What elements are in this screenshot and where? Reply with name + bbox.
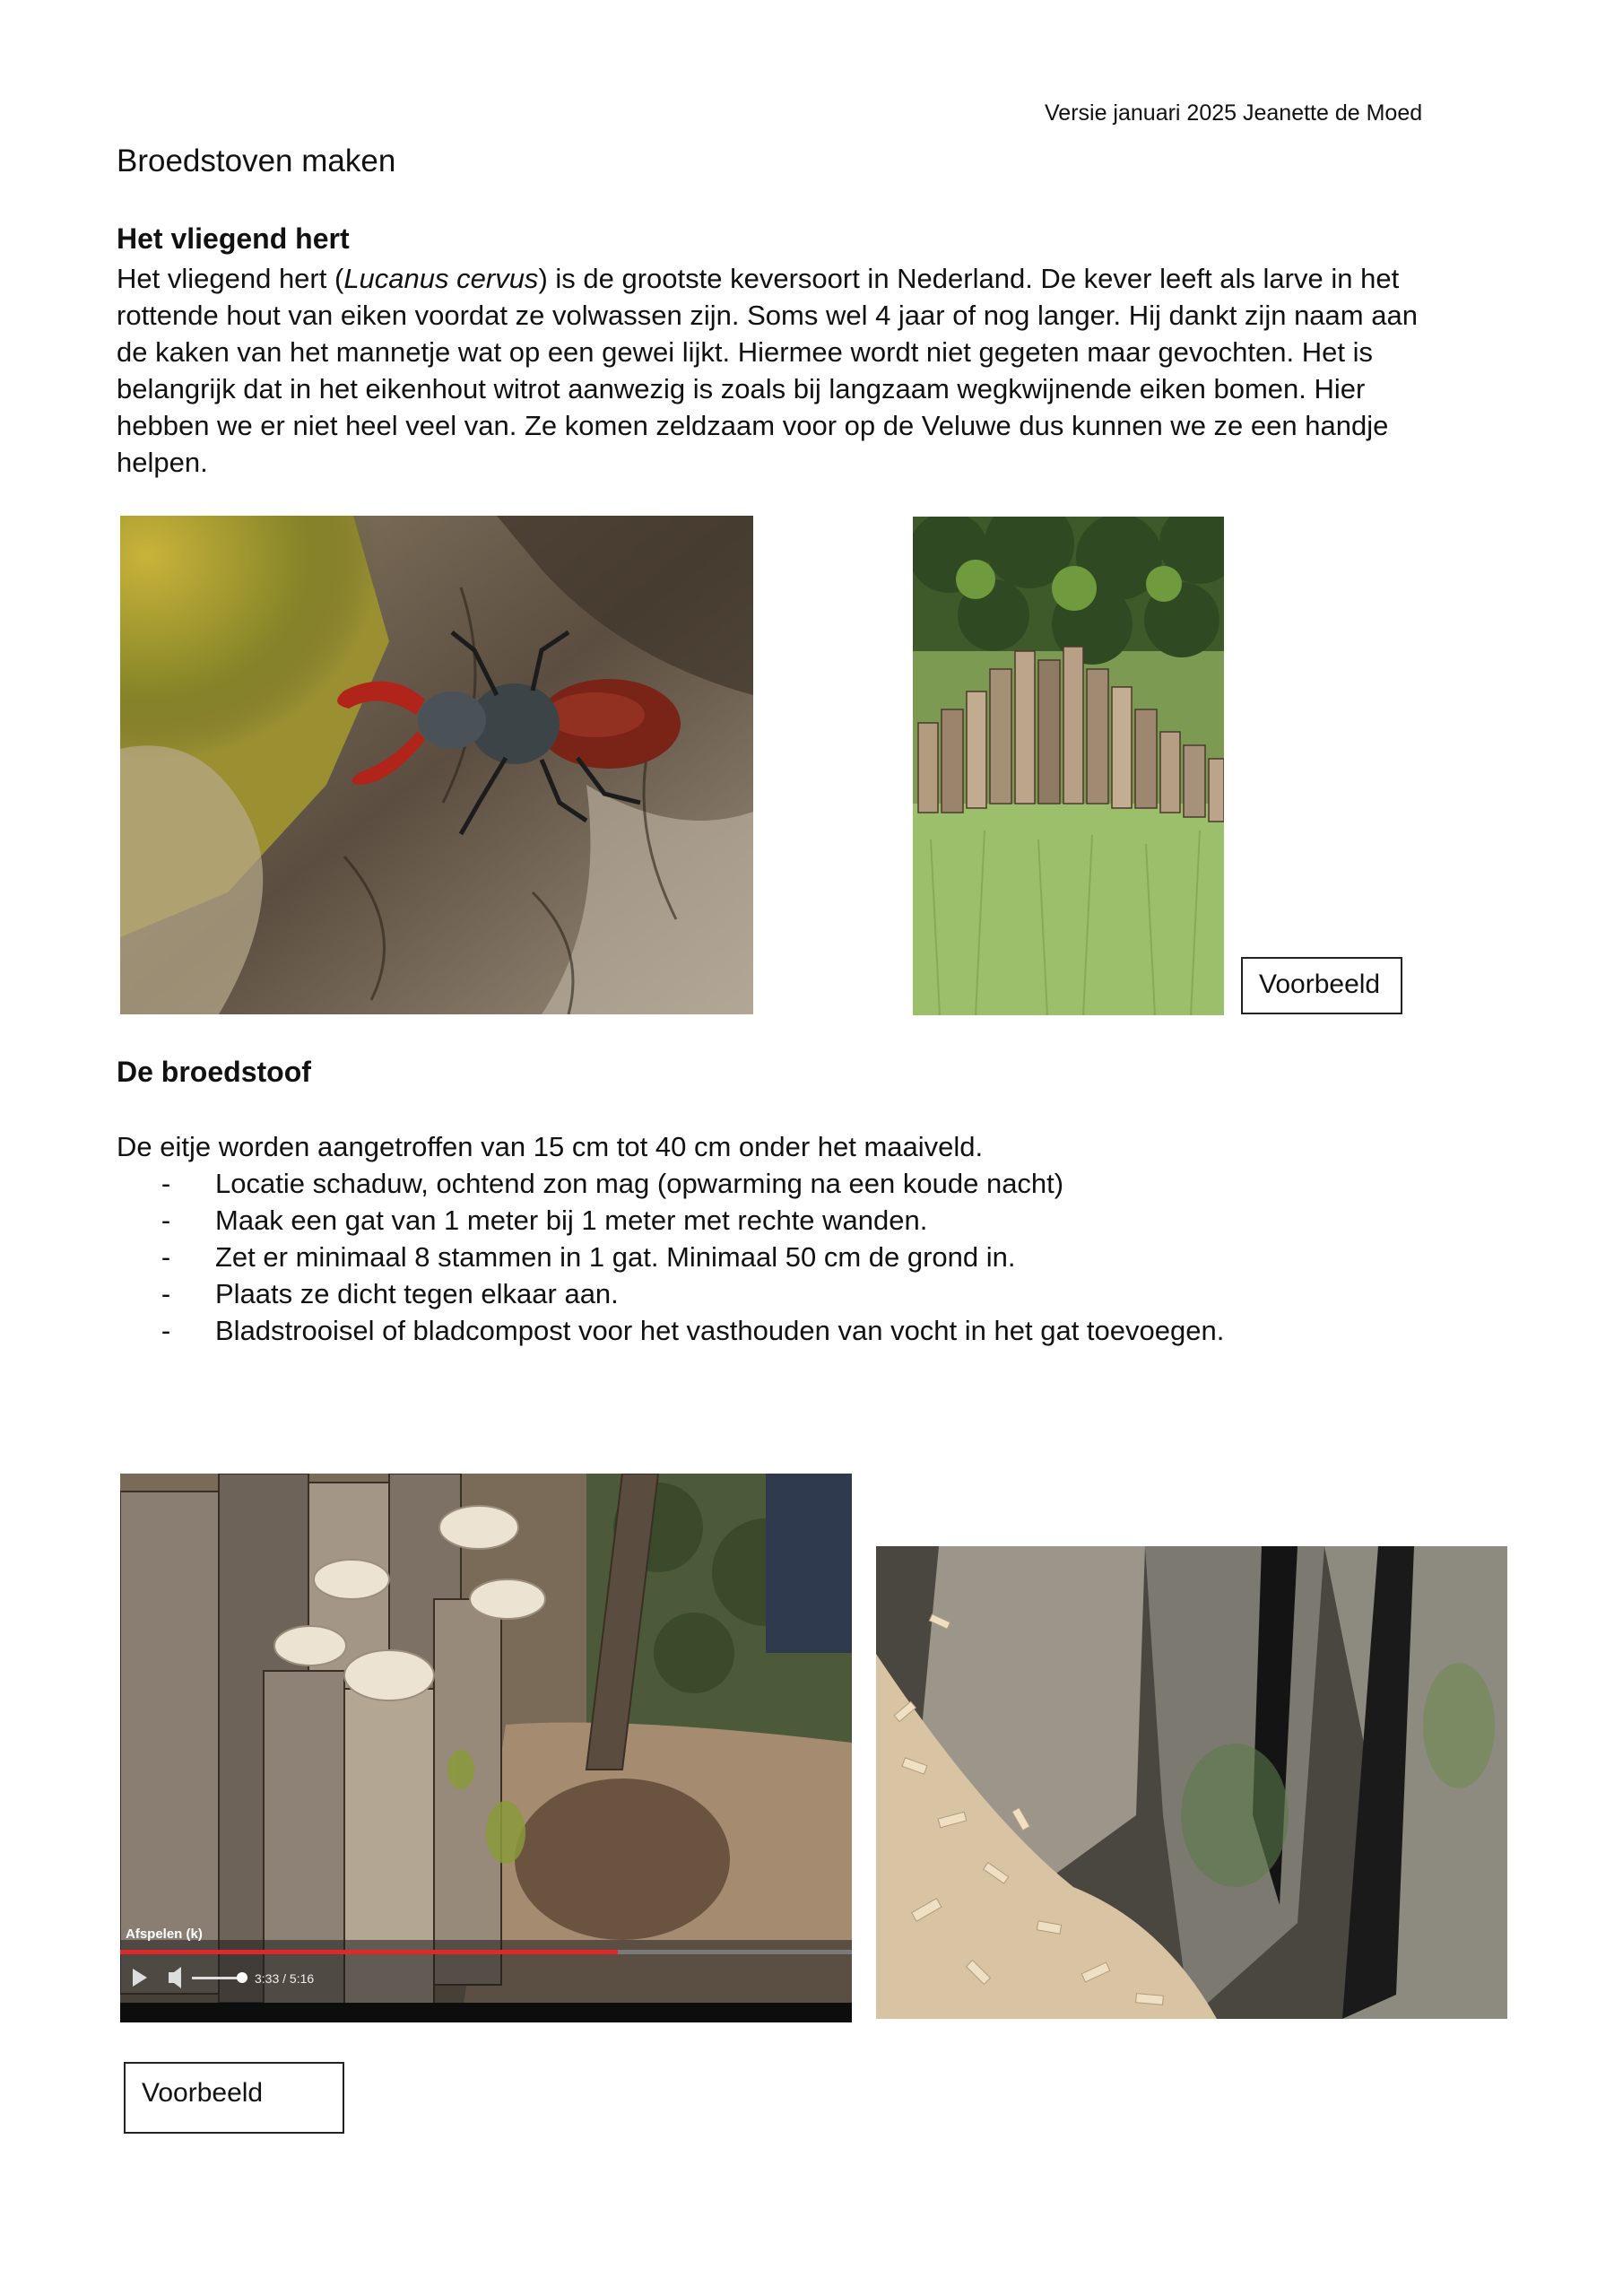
wood-chips-photo xyxy=(876,1546,1507,2019)
instruction-list xyxy=(117,1165,1224,1349)
video-overlay-label: Afspelen (k) xyxy=(126,1926,203,1942)
section-heading-stag-beetle: Het vliegend hert xyxy=(117,222,350,255)
volume-slider[interactable] xyxy=(192,1977,242,1979)
document-title: Broedstoven maken xyxy=(117,144,396,178)
depth-paragraph: De eitje worden aangetroffen van 15 cm tot 40 cm onder het maaiveld. xyxy=(117,1131,984,1162)
video-screenshot-photo xyxy=(120,1474,852,2022)
list-item: - Locatie schaduw, ochtend zon mag (opwarming na een koude nacht) xyxy=(161,1168,1064,1199)
version-note: Versie januari 2025 Jeanette de Moed xyxy=(1045,100,1423,126)
list-item: - Plaats ze dicht tegen elkaar aan. xyxy=(161,1278,619,1309)
video-time: 3:33 / 5:16 xyxy=(255,1971,315,1986)
species-name: Lucanus cervus xyxy=(343,263,539,294)
example-label-box-2: Voorbeeld xyxy=(124,2062,344,2134)
video-progress-fill xyxy=(120,1950,618,1954)
intro-paragraph: Het vliegend hert (Lucanus cervus) is de grootste keversoort in Nederland. De kever leeft als larve in het rottende hout van eiken voordat ze volwassen zijn. Soms wel 4 jaar of nog langer. Hij dankt zijn naam aan de kaken van het mannetje wat op een gewei lijkt. Hiermee wordt niet gegeten maar gevochten. Het is belangrijk dat in het eikenhout witrot aanwezig is zoals bij langzaam wegkwijnende eiken bomen. Hier hebben we er niet heel veel van. Ze komen zeldzaam voor op de Veluwe dus kunnen we ze een handje helpen. xyxy=(117,263,1418,478)
list-item: - Zet er minimaal 8 stammen in 1 gat. Minimaal 50 cm de grond in. xyxy=(161,1241,1016,1273)
list-item: - Bladstrooisel of bladcompost voor het vasthouden van vocht in het gat toevoegen. xyxy=(161,1315,1225,1346)
list-item: - Maak een gat van 1 meter bij 1 meter met rechte wanden. xyxy=(161,1205,928,1236)
example-label-box: Voorbeeld xyxy=(1241,957,1402,1014)
section-heading-broedstoof: De broedstoof xyxy=(117,1056,311,1088)
broedstoof-example-photo xyxy=(913,517,1224,1015)
stag-beetle-photo xyxy=(120,516,753,1014)
